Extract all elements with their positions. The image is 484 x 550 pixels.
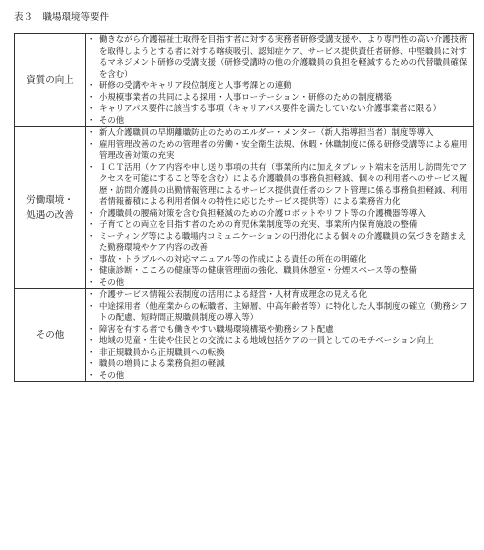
list-item: ・ 非正規職員から正規職員への転換	[86, 347, 473, 359]
list-item: ・ 子育てとの両立を目指す者のための育児休業制度等の充実、事業所内保育施設の整備	[86, 219, 473, 231]
category-cell: その他	[15, 289, 86, 382]
list-item: ・ 健康診断・こころの健康等の健康管理面の強化、職員休憩室・分煙スペース等の整備	[86, 265, 473, 277]
requirement-list	[86, 289, 473, 381]
list-item: ・ 小規模事業者の共同による採用・人事ローテーション・研修のための制度構築	[86, 92, 473, 104]
list-item: ・ 障害を有する者でも働きやすい職場環境構築や勤務シフト配慮	[86, 324, 473, 336]
category-cell: 資質の向上	[15, 34, 86, 127]
list-item: ・ 雇用管理改善のための管理者の労働・安全衛生法規、休暇・休職制度に係る研修受講等による雇用管理改善対策の充実	[86, 139, 473, 162]
category-cell	[15, 127, 86, 289]
requirement-list	[86, 34, 473, 126]
list-item: ・ キャリアパス要件に該当する事項（キャリアパス要件を満たしていない介護事業者に限る）	[86, 103, 473, 115]
table-row	[15, 289, 474, 382]
list-item: ・ その他	[86, 370, 473, 382]
items-cell	[86, 289, 474, 382]
list-item: ・ 新人介護職員の早期離職防止のためのエルダー・メンター（新人指導担当者）制度等導入	[86, 127, 473, 139]
items-cell	[86, 127, 474, 289]
category-label: 労働環境・ 処遇の改善	[26, 194, 74, 221]
list-item: ・ 事故・トラブルへの対応マニュアル等の作成による責任の所在の明確化	[86, 254, 473, 266]
list-item: ・ 介護サービス情報公表制度の活用による経営・人材育成理念の見える化	[86, 289, 473, 301]
requirement-list	[86, 127, 473, 288]
table-row	[15, 127, 474, 289]
list-item: ・ その他	[86, 277, 473, 289]
list-item: ・ 介護職員の腰痛対策を含む負担軽減のための介護ロボットやリフト等の介護機器等導入	[86, 208, 473, 220]
list-item: ・ 中途採用者（他産業からの転職者、主婦層、中高年齢者等）に特化した人事制度の確立（勤務シフトの配慮、短時間正規職員制度の導入等）	[86, 301, 473, 324]
list-item: ・ ミーティング等による職場内コミュニケーションの円滑化による個々の介護職員の気づきを踏まえた勤務環境やケア内容の改善	[86, 231, 473, 254]
table-row	[15, 34, 474, 127]
list-item: ・ 地域の児童・生徒や住民との交流による地域包括ケアの一員としてのモチベーション向上	[86, 335, 473, 347]
list-item: ・ 職員の増員による業務負担の軽減	[86, 358, 473, 370]
list-item: ・ 働きながら介護福祉士取得を目指す者に対する実務者研修受講支援や、より専門性の高い介護技術を取得しようとする者に対する喀痰吸引、認知症ケア、サービス提供責任者研修、中堅職員に対するマネジメント研修の受講支援（研修受講時の他の介護職員の負担を軽減するための代替職員確保を含む）	[86, 34, 473, 80]
list-item: ・ ＩＣＴ活用（ケア内容や申し送り事項の共有（事業所内に加えタブレット端末を活用し訪問先でアクセスを可能にすること等を含む）による介護職員の事務負担軽減、個々の利用者へのサービス履歴・訪問介護員の出勤情報管理によるサービス提供責任者のシフト管理に係る事務負担軽減、利用者情報蓄積による利用者個々の特性に応じたサービス提供等）による業務省力化	[86, 162, 473, 208]
items-cell	[86, 34, 474, 127]
list-item: ・ その他	[86, 115, 473, 127]
requirements-table	[14, 33, 474, 382]
list-item: ・ 研修の受講やキャリア段位制度と人事考課との連動	[86, 80, 473, 92]
table-caption: 表３ 職場環境等要件	[14, 12, 110, 23]
